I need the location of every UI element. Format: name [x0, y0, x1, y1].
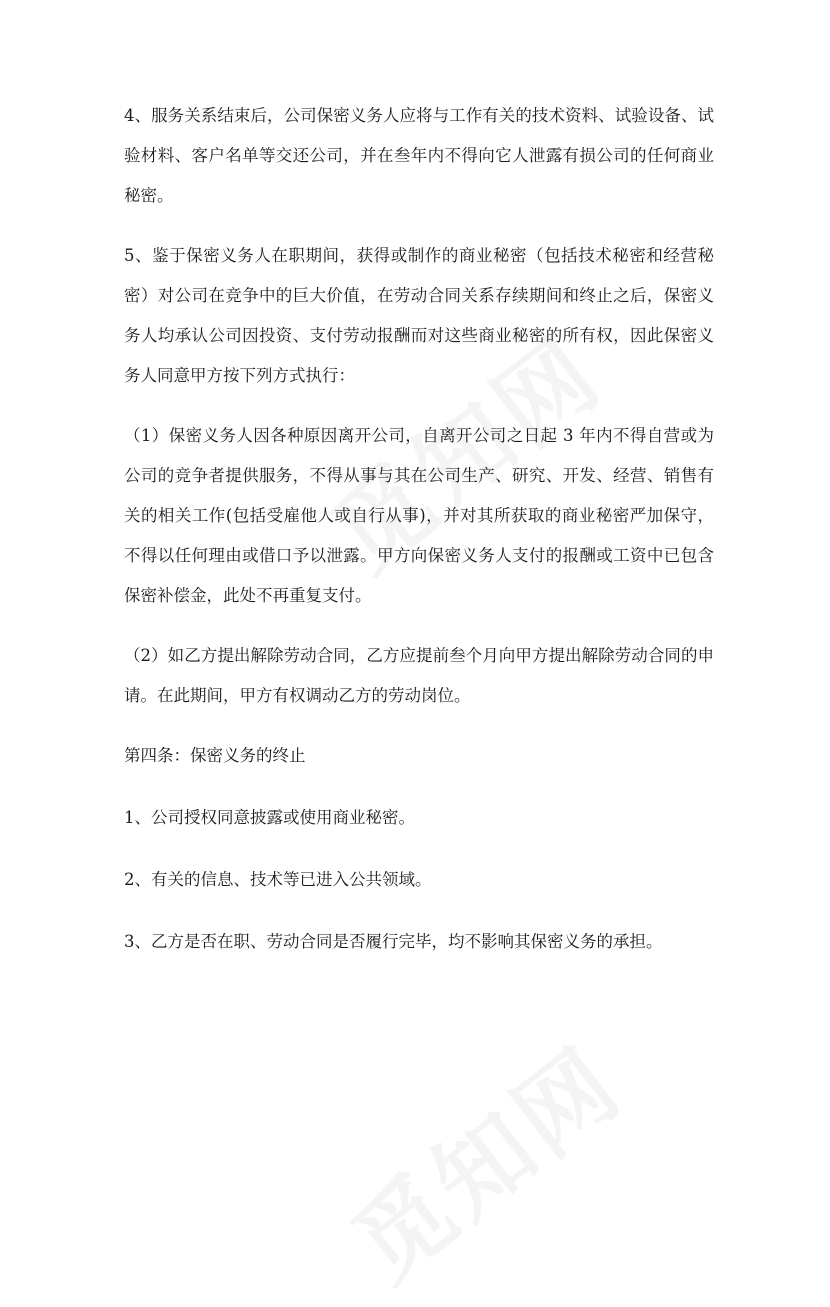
document-body — [124, 96, 714, 962]
termination-item-1: 1、公司授权同意披露或使用商业秘密。 — [124, 808, 415, 827]
clause-4-paragraph: 4、服务关系结束后，公司保密义务人应将与工作有关的技术资料、试验设备、试验材料、客户名单等交还公司，并在叁年内不得向它人泄露有损公司的任何商业秘密。 — [124, 106, 714, 205]
sub-clause-2-paragraph: （2）如乙方提出解除劳动合同，乙方应提前叁个月向甲方提出解除劳动合同的申请。在此期间，甲方有权调动乙方的劳动岗位。 — [124, 646, 714, 705]
termination-item-2: 2、有关的信息、技术等已进入公共领域。 — [124, 870, 432, 889]
article-4-heading: 第四条：保密义务的终止 — [124, 746, 306, 765]
watermark — [320, 1010, 645, 1306]
sub-clause-1-paragraph: （1）保密义务人因各种原因离开公司，自离开公司之日起 3 年内不得自营或为公司的竞争者提供服务，不得从事与其在公司生产、研究、开发、经营、销售有关的相关工作(包括受雇他人或自行从事)，并对其所获取的商业秘密严加保守，不得以任何理由或借口予以泄露。甲方向保密义务人支付的报酬或工资中已包含保密补偿金，此处不再重复支付。 — [124, 426, 714, 605]
clause-5-paragraph: 5、鉴于保密义务人在职期间，获得或制作的商业秘密（包括技术秘密和经营秘密）对公司在竞争中的巨大价值，在劳动合同关系存续期间和终止之后，保密义务人均承认公司因投资、支付劳动报酬而对这些商业秘密的所有权，因此保密义务人同意甲方按下列方式执行： — [124, 246, 714, 385]
termination-item-3: 3、乙方是否在职、劳动合同是否履行完毕，均不影响其保密义务的承担。 — [124, 932, 663, 951]
